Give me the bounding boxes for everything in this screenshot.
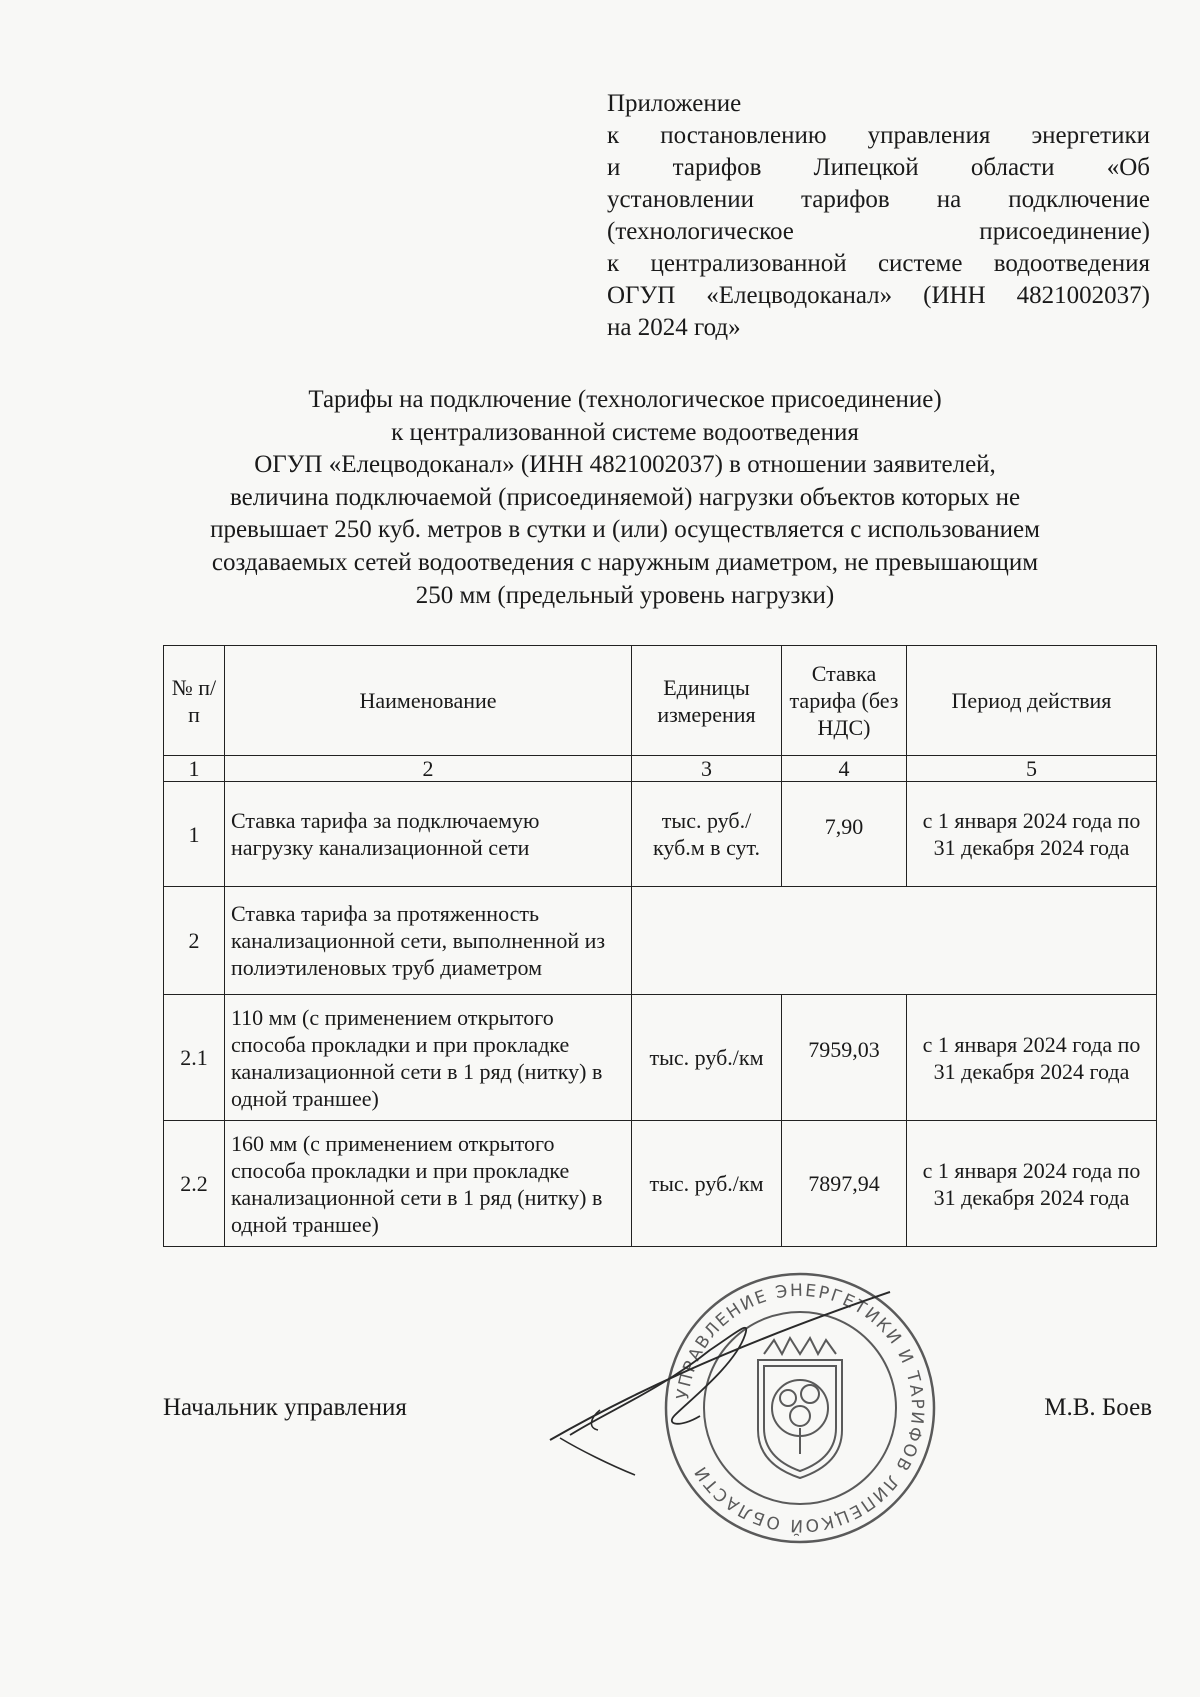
row-period: с 1 января 2024 года по 31 декабря 2024 года	[907, 1121, 1157, 1247]
row-period: с 1 января 2024 года по 31 декабря 2024 года	[907, 782, 1157, 887]
tariff-table	[163, 645, 1157, 1247]
signatory-position: Начальник управления	[163, 1394, 407, 1421]
header-rate: Ставка тарифа (без НДС)	[782, 646, 907, 756]
seal-text: УПРАВЛЕНИЕ ЭНЕРГЕТИКИ И ТАРИФОВ ЛИПЕЦКОЙ ОБЛАСТИ	[673, 1280, 928, 1536]
column-number: 4	[782, 756, 907, 782]
table-row	[164, 1121, 1157, 1247]
header-name: Наименование	[225, 646, 632, 756]
signatory-name: М.В. Боев	[1044, 1394, 1152, 1421]
row-num: 2.2	[164, 1121, 225, 1247]
column-number-row	[164, 756, 1157, 782]
appendix-line: и тарифов Липецкой области «Об	[607, 154, 1150, 181]
row-num: 2	[164, 887, 225, 995]
rate-value: 7959,03	[808, 1037, 880, 1062]
row-rate: 7897,94	[782, 1121, 907, 1247]
row-name: Ставка тарифа за протяженность канализационной сети, выполненной из полиэтиленовых труб диаметром	[225, 887, 632, 995]
title-line: превышает 250 куб. метров в сутки и (или) осуществляется с использованием	[210, 516, 1040, 544]
row-name: Ставка тарифа за подключаемую нагрузку канализационной сети	[225, 782, 632, 887]
column-number: 2	[225, 756, 632, 782]
rate-value: 7,90	[824, 813, 864, 839]
header-unit: Единицы измерения	[632, 646, 782, 756]
appendix-line: (технологическое присоединение)	[607, 218, 1150, 245]
column-number: 3	[632, 756, 782, 782]
appendix-line: к постановлению управления энергетики	[607, 122, 1150, 149]
row-unit: тыс. руб./ куб.м в сут.	[632, 782, 782, 887]
title-line: создаваемых сетей водоотведения с наружным диаметром, не превышающим	[211, 548, 1039, 576]
row-num: 1	[164, 782, 225, 887]
row-num: 2.1	[164, 995, 225, 1121]
header-num: № п/п	[164, 646, 225, 756]
table-row	[164, 782, 1157, 887]
header-period: Период действия	[907, 646, 1157, 756]
title-line: ОГУП «Елецводоканал» (ИНН 4821002037) в отношении заявителей,	[254, 451, 996, 479]
appendix-line: ОГУП «Елецводоканал» (ИНН 4821002037)	[607, 282, 1150, 309]
handwritten-signature	[540, 1290, 900, 1480]
row-empty-merged	[632, 887, 1157, 995]
document-title	[150, 384, 1100, 612]
title-line: величина подключаемой (присоединяемой) нагрузки объектов которых не	[229, 483, 1021, 511]
row-rate	[782, 782, 907, 887]
column-number: 1	[164, 756, 225, 782]
row-period: с 1 января 2024 года по 31 декабря 2024 года	[907, 995, 1157, 1121]
table-row	[164, 995, 1157, 1121]
appendix-line: к централизованной системе водоотведения	[607, 250, 1150, 277]
appendix-line: на 2024 год»	[607, 314, 741, 341]
row-unit: тыс. руб./км	[632, 1121, 782, 1247]
appendix-header	[607, 88, 1150, 344]
table-row	[164, 887, 1157, 995]
title-line: к централизованной системе водоотведения	[391, 418, 859, 446]
appendix-line: Приложение	[607, 90, 742, 117]
title-line: Тарифы на подключение (технологическое присоединение)	[308, 386, 942, 413]
row-name: 110 мм (с применением открытого способа прокладки и при прокладке канализационной сети в 1 ряд (нитку) в одной траншее)	[225, 995, 632, 1121]
row-rate	[782, 995, 907, 1121]
column-number: 5	[907, 756, 1157, 782]
appendix-line: установлении тарифов на подключение	[607, 186, 1150, 213]
row-unit: тыс. руб./км	[632, 995, 782, 1121]
row-name: 160 мм (с применением открытого способа прокладки и при прокладке канализационной сети в 1 ряд (нитку) в одной траншее)	[225, 1121, 632, 1247]
table-header-row	[164, 646, 1157, 756]
title-line: 250 мм (предельный уровень нагрузки)	[415, 581, 835, 609]
